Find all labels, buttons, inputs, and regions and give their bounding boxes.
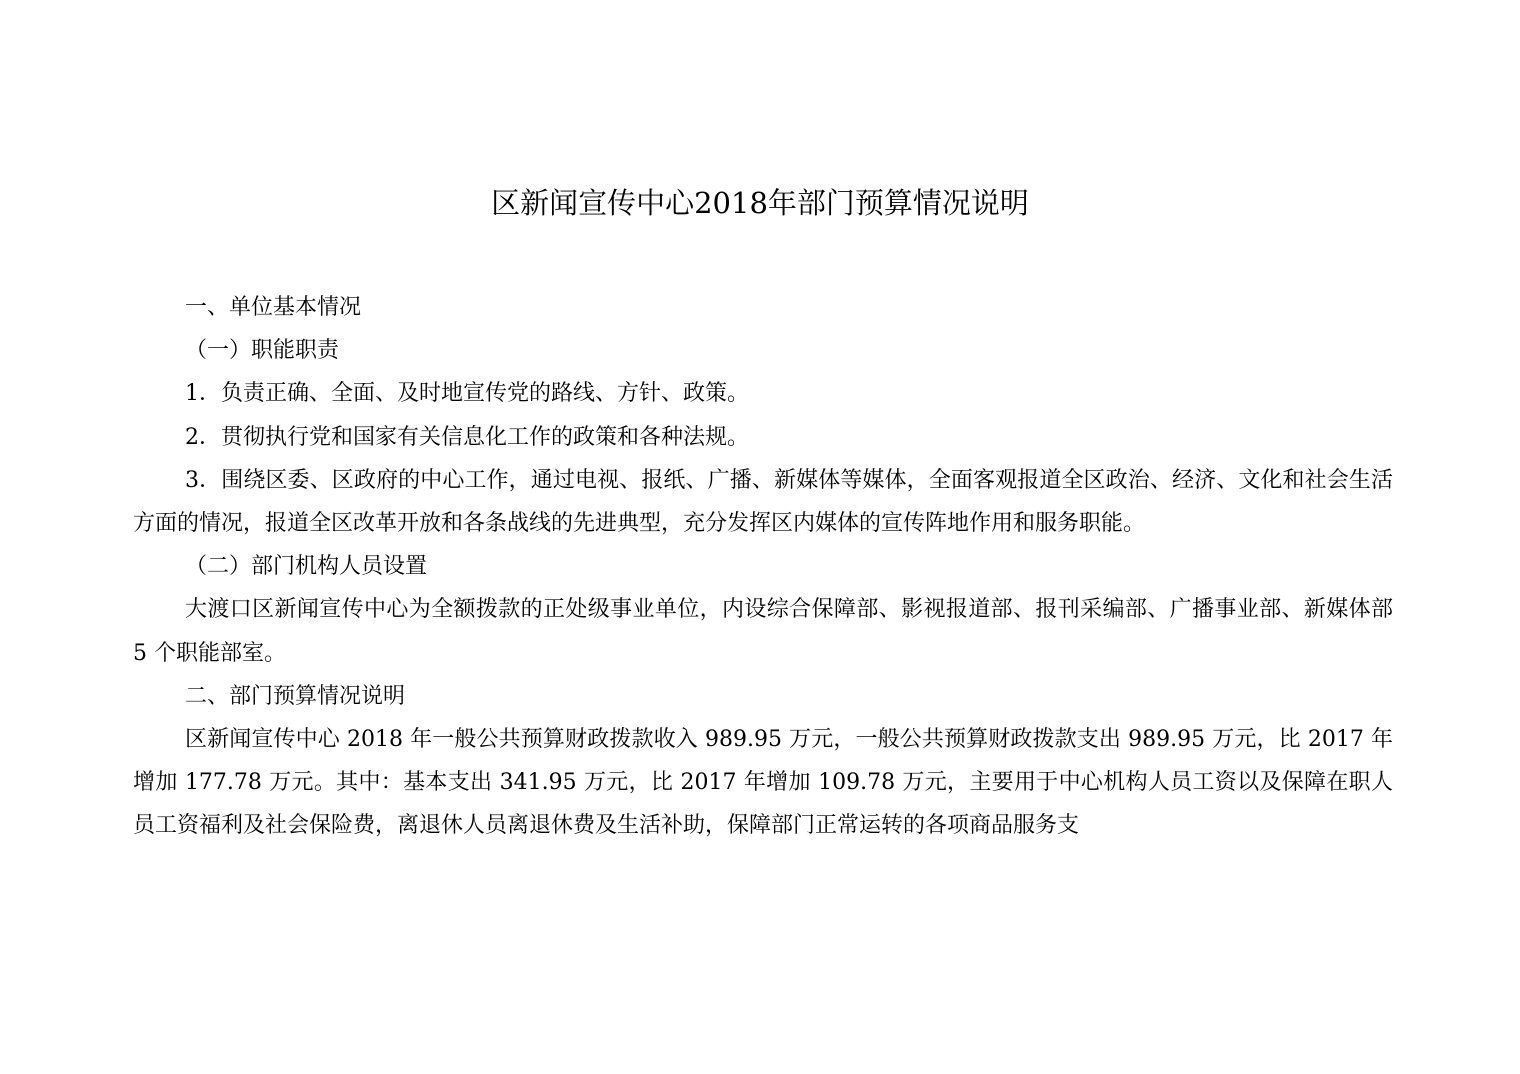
function-item-3: 3．围绕区委、区政府的中心工作，通过电视、报纸、广播、新媒体等媒体，全面客观报道全区政治、经济、文化和社会生活方面的情况，报道全区改革开放和各条战线的先进典型，充分发挥区内媒体的宣传阵地作用和服务职能。	[133, 467, 1393, 537]
function-item-1: 1．负责正确、全面、及时地宣传党的路线、方针、政策。	[185, 381, 749, 407]
subsection-heading-organization: （二）部门机构人员设置	[185, 554, 428, 580]
organization-paragraph: 大渡口区新闻宣传中心为全额拨款的正处级事业单位，内设综合保障部、影视报道部、报刊采编部、广播事业部、新媒体部 5 个职能部室。	[133, 597, 1393, 666]
section-heading-unit-basic-info: 一、单位基本情况	[185, 295, 362, 320]
section-heading-budget: 二、部门预算情况说明	[185, 683, 406, 709]
function-item-2: 2．贯彻执行党和国家有关信息化工作的政策和各种法规。	[185, 424, 749, 450]
document-body	[133, 286, 1393, 848]
subsection-heading-functions: （一）职能职责	[185, 338, 340, 364]
budget-paragraph: 区新闻宣传中心 2018 年一般公共预算财政拨款收入 989.95 万元，一般公共预算财政拨款支出 989.95 万元，比 2017 年增加 177.78 万元。其中：基本支出 341.95 万元，比 2017 年增加 109.78 万元，主要用于中心机构人员工资以及保障在职人员工资福利及社会保险费，离退休人员离退休费及生活补助，保障部门正常运转的各项商品服务支	[133, 727, 1393, 839]
document-title: 区新闻宣传中心2018年部门预算情况说明	[491, 186, 1029, 220]
